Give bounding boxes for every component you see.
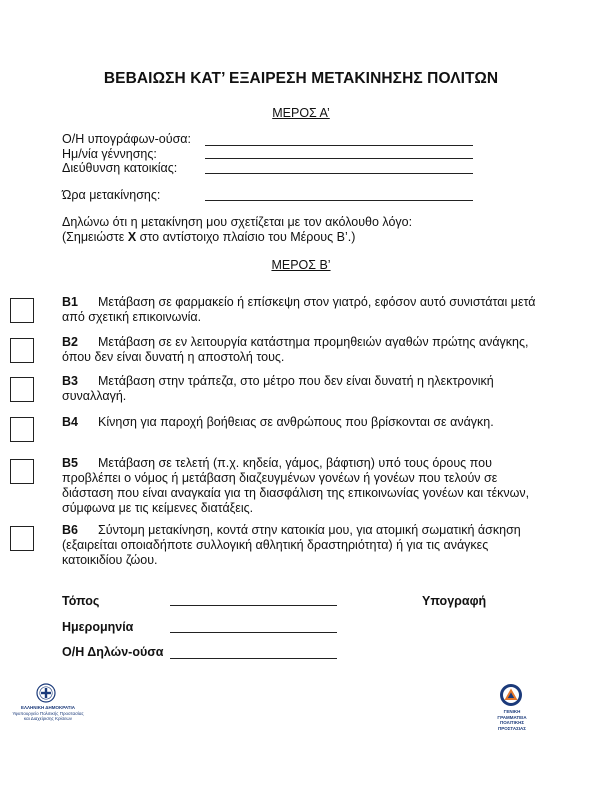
hellenic-republic-emblem-icon — [36, 683, 56, 703]
option-b3 — [62, 374, 552, 404]
signature-label: Υπογραφή — [422, 594, 487, 608]
checkbox-b1[interactable] — [10, 298, 34, 323]
declaration-line-2-pre: (Σημειώστε — [62, 230, 128, 244]
option-text: Κίνηση για παροχή βοήθειας σε ανθρώπους που βρίσκονται σε ανάγκη. — [98, 415, 494, 429]
address-field[interactable] — [205, 173, 473, 174]
option-text: Μετάβαση σε τελετή (π.χ. κηδεία, γάμος, βάφτιση) υπό τους όρους που προβλέπει ο νόμος ή μετάβαση διαζευγμένων γονέων ή γονέων που τελούν σε διάσταση που είναι αναγκαία για τη διασφάλιση της επικοινωνίας γονέων και τέκνων, σύμφωνα με τις κείμενες διατάξεις. — [62, 456, 530, 515]
movement-time-field[interactable] — [205, 200, 473, 201]
right-logo-line2: ΠΟΛΙΤΙΚΗΣ ΠΡΟΣΤΑΣΙΑΣ — [497, 720, 527, 731]
part-a-heading: ΜΕΡΟΣ Α’ — [272, 106, 330, 120]
option-text: Σύντομη μετακίνηση, κοντά στην κατοικία μου, για ατομική σωματική άσκηση (εξαιρείται οποιαδήποτε συλλογική αθλητική δραστηριότητα) ή για τις ανάγκες κατοικιδίου ζώου. — [62, 523, 521, 567]
declaration-mark: X — [127, 230, 137, 244]
date-field[interactable] — [170, 632, 337, 633]
signatory-field[interactable] — [205, 145, 473, 146]
right-logo-line1: ΓΕΝΙΚΗ ΓΡΑΜΜΑΤΕΙΑ — [497, 709, 527, 720]
address-label: Διεύθυνση κατοικίας: — [62, 161, 178, 175]
signatory-label: Ο/Η υπογράφων-ούσα: — [62, 132, 191, 146]
part-b-heading: ΜΕΡΟΣ Β’ — [271, 258, 331, 272]
option-text: Μετάβαση σε φαρμακείο ή επίσκεψη στον γιατρό, εφόσον αυτό συνιστάται μετά από σχετική επικοινωνία. — [62, 295, 536, 324]
left-logo-line2: Υφυπουργείο Πολιτικής Προστασίας — [12, 710, 84, 716]
birthdate-label: Ημ/νία γέννησης: — [62, 147, 157, 161]
left-logo-text — [8, 705, 88, 722]
civil-protection-logo-icon — [499, 683, 523, 707]
option-text: Μετάβαση σε εν λειτουργία κατάστημα προμηθειών αγαθών πρώτης ανάγκης, όπου δεν είναι δυνατή η αποστολή τους. — [62, 335, 529, 364]
option-b5 — [62, 456, 552, 516]
movement-time-label: Ώρα μετακίνησης: — [62, 188, 161, 202]
declaration-text — [62, 215, 542, 245]
left-logo-line3: και Διαχείρισης Κρίσεων — [23, 716, 73, 721]
place-field[interactable] — [170, 605, 337, 606]
declaration-line-1: Δηλώνω ότι η μετακίνηση μου σχετίζεται με τον ακόλουθο λόγο: — [62, 215, 413, 229]
birthdate-field[interactable] — [205, 158, 473, 159]
checkbox-b5[interactable] — [10, 459, 34, 484]
option-b2 — [62, 335, 552, 365]
option-code: B4 — [62, 415, 78, 429]
checkbox-b2[interactable] — [10, 338, 34, 363]
right-logo-text — [490, 709, 534, 731]
option-text: Μετάβαση στην τράπεζα, στο μέτρο που δεν είναι δυνατή η ηλεκτρονική συναλλαγή. — [62, 374, 494, 403]
declaration-line-2-post: στο αντίστοιχο πλαίσιο του Μέρους Β’.) — [136, 230, 356, 244]
declarant-field[interactable] — [170, 658, 337, 659]
option-code: B3 — [62, 374, 78, 388]
declarant-label: Ο/Η Δηλών-ούσα — [62, 645, 164, 659]
date-label: Ημερομηνία — [62, 620, 134, 634]
checkbox-b3[interactable] — [10, 377, 34, 402]
option-b6 — [62, 523, 552, 568]
left-logo-line1: ΕΛΛΗΝΙΚΗ ΔΗΜΟΚΡΑΤΙΑ — [20, 705, 76, 710]
place-label: Τόπος — [62, 594, 100, 608]
option-code: B5 — [62, 456, 78, 470]
document-title: ΒΕΒΑΙΩΣΗ ΚΑΤ’ ΕΞΑΙΡΕΣΗ ΜΕΤΑΚΙΝΗΣΗΣ ΠΟΛΙΤΩΝ — [103, 70, 499, 87]
option-code: B6 — [62, 523, 78, 537]
checkbox-b6[interactable] — [10, 526, 34, 551]
option-b1 — [62, 295, 552, 325]
checkbox-b4[interactable] — [10, 417, 34, 442]
option-code: B2 — [62, 335, 78, 349]
option-code: B1 — [62, 295, 78, 309]
option-b4 — [62, 415, 552, 430]
